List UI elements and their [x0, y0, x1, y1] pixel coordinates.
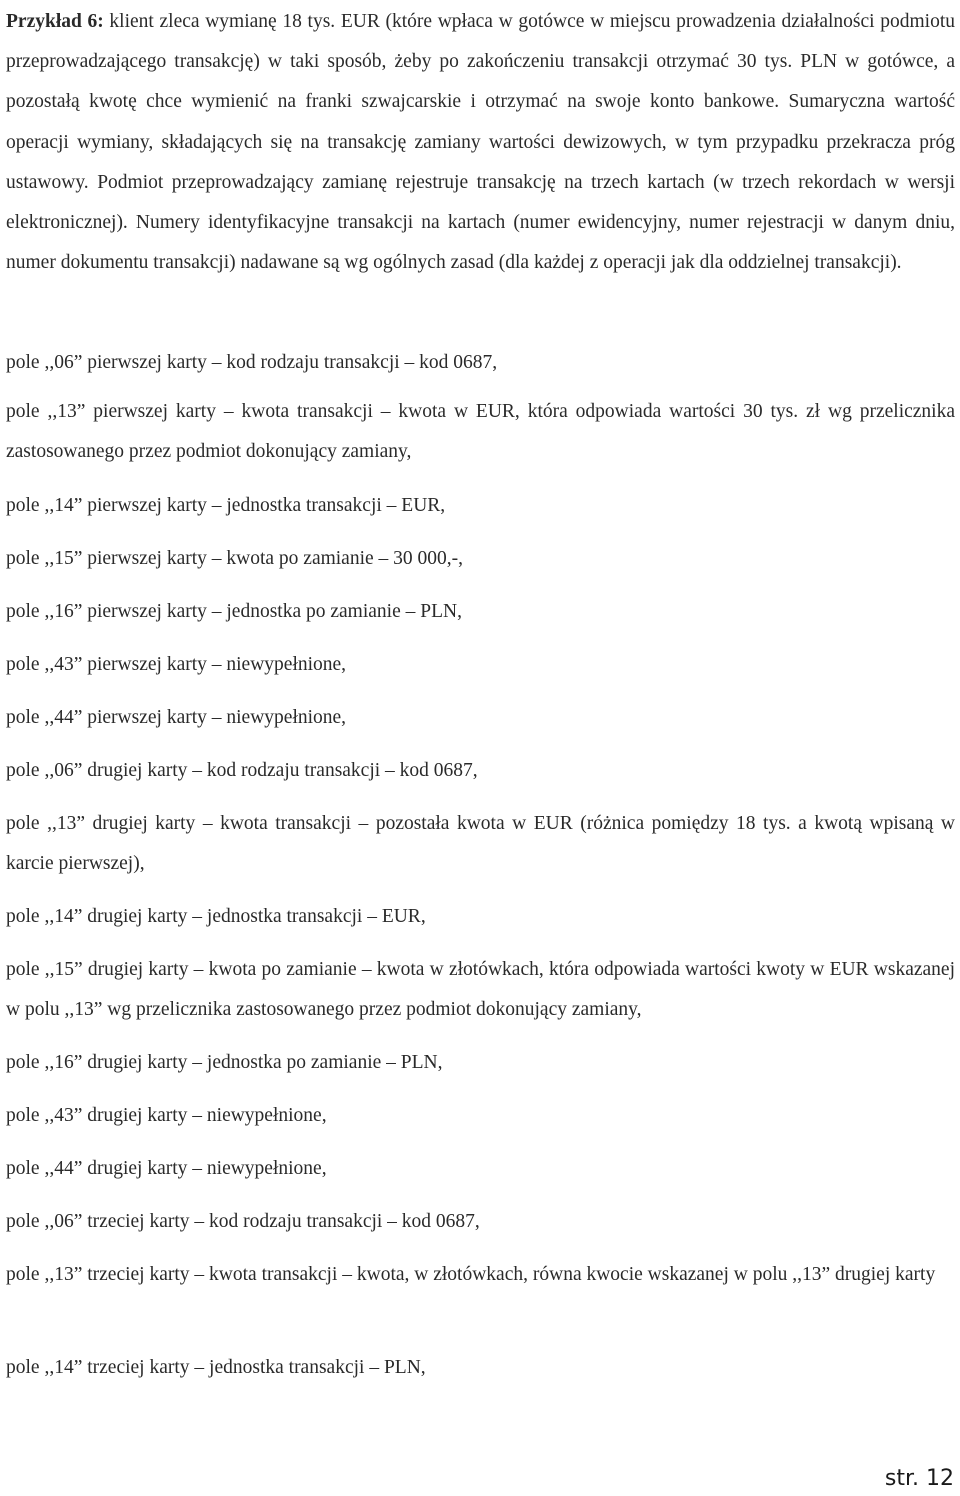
field-line: pole ,,44” pierwszej karty – niewypełnione,: [6, 707, 347, 728]
field-line: pole ,,13” pierwszej karty – kwota transakcji – kwota w EUR, która odpowiada wartości 30 tys. zł wg przelicznika zastosowanego przez podmiot dokonujący zamiany,: [6, 401, 955, 462]
field-line: pole ,,16” pierwszej karty – jednostka po zamianie – PLN,: [6, 601, 462, 622]
field-line: pole ,,14” pierwszej karty – jednostka transakcji – EUR,: [6, 495, 446, 516]
field-line: pole ,,14” trzeciej karty – jednostka transakcji – PLN,: [6, 1357, 426, 1378]
intro-paragraph: [6, 2, 955, 283]
field-line: pole ,,13” trzeciej karty – kwota transakcji – kwota, w złotówkach, równa kwocie wskazanej w polu ,,13” drugiej karty: [6, 1264, 936, 1285]
intro-text: klient zleca wymianę 18 tys. EUR (które wpłaca w gotówce w miejscu prowadzenia działalności podmiotu przeprowadzającego transakcję) w taki sposób, żeby po zakończeniu transakcji otrzymać 30 tys. PLN w gotówce, a pozostałą kwotę chce wymienić na franki szwajcarskie i otrzymać na swoje konto bankowe. Sumaryczna wartość operacji wymiany, składających się na transakcję zamiany wartości dewizowych, w tym przypadku przekracza próg ustawowy. Podmiot przeprowadzający zamianę rejestruje transakcję na trzech kartach (w trzech rekordach w wersji elektronicznej). Numery identyfikacyjne transakcji na kartach (numer ewidencyjny, numer rejestracji w danym dniu, numer dokumentu transakcji) nadawane są wg ogólnych zasad (dla każdej z operacji jak dla oddzielnej transakcji).: [6, 11, 955, 274]
field-line: pole ,,06” pierwszej karty – kod rodzaju transakcji – kod 0687,: [6, 352, 498, 373]
field-line: pole ,,15” drugiej karty – kwota po zamianie – kwota w złotówkach, która odpowiada wartości kwoty w EUR wskazanej w polu ,,13” wg przelicznika zastosowanego przez podmiot dokonujący zamiany,: [6, 959, 955, 1020]
field-line: pole ,,44” drugiej karty – niewypełnione,: [6, 1158, 327, 1179]
field-line: pole ,,06” drugiej karty – kod rodzaju transakcji – kod 0687,: [6, 760, 478, 781]
field-line: pole ,,06” trzeciej karty – kod rodzaju transakcji – kod 0687,: [6, 1211, 480, 1232]
page-number: str. 12: [884, 1466, 954, 1491]
field-line: pole ,,16” drugiej karty – jednostka po zamianie – PLN,: [6, 1052, 443, 1073]
field-line: pole ,,13” drugiej karty – kwota transakcji – pozostała kwota w EUR (różnica pomiędzy 18 tys. a kwotą wpisaną w karcie pierwszej),: [6, 813, 955, 874]
field-line: pole ,,14” drugiej karty – jednostka transakcji – EUR,: [6, 906, 426, 927]
example-label: Przykład 6:: [6, 11, 104, 32]
field-line: pole ,,43” drugiej karty – niewypełnione,: [6, 1105, 327, 1126]
field-line: pole ,,43” pierwszej karty – niewypełnione,: [6, 654, 347, 675]
field-line: pole ,,15” pierwszej karty – kwota po zamianie – 30 000,-,: [6, 548, 464, 569]
